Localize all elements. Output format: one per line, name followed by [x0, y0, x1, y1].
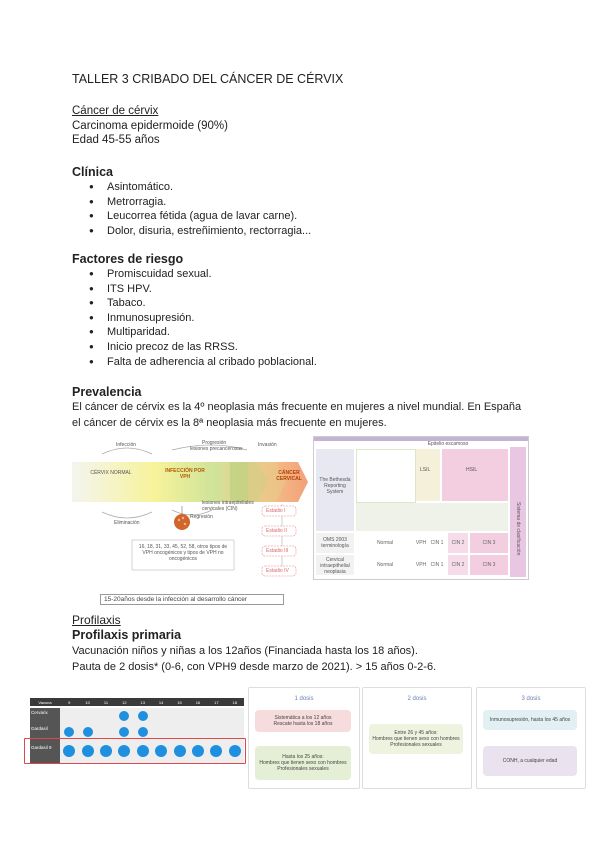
- vaccine-dose-dot: [119, 727, 129, 737]
- hpv-types: 16, 18, 31, 33, 45, 52, 58, otros tipos de VPH oncogénicos y tipos de VPH no oncogénicos: [138, 544, 228, 562]
- profilaxis-line: Vacunación niños y niñas a los 12años (Financiada hasta los 18 años).: [72, 645, 418, 657]
- dose-card-3: [476, 687, 586, 789]
- bethesda-row-label: OMS 2003 terminología: [321, 537, 349, 549]
- dose-box: [369, 724, 463, 754]
- vaccine-row-label: Gardasil 9: [31, 745, 52, 750]
- bethesda-row-label: The Bethesda Reporting System: [319, 477, 351, 495]
- bethesda-sidebar-label: [515, 502, 521, 518]
- profilaxis-section: [72, 613, 436, 675]
- dose-box: [255, 746, 351, 780]
- dose-box-text: Sistemática a los 12 años: [274, 715, 332, 721]
- vaccine-header-cell: 13: [140, 699, 145, 705]
- prevalencia-line: El cáncer de cérvix es la 4º neoplasia más frecuente en mujeres a nivel mundial. En España: [72, 401, 522, 413]
- stadio-label: Estadio II: [266, 528, 287, 534]
- vaccine-table: [30, 698, 244, 766]
- bethesda-cell: VPH: [415, 540, 427, 546]
- prevalencia-line: el cáncer de cérvix es la 8ª neoplasia más frecuente en mujeres.: [72, 417, 387, 429]
- vaccine-header-cell: 14: [158, 699, 164, 705]
- list-item: ● Leucorrea fétida (agua de lavar carne).: [72, 209, 311, 224]
- vaccine-header-cell: 15: [177, 699, 182, 705]
- list-item: ● Falta de adherencia al cribado poblacional.: [72, 355, 317, 370]
- profilaxis-subheading: Profilaxis primaria: [72, 628, 182, 642]
- stage-label: CÉRVIX NORMAL: [90, 470, 132, 476]
- vaccine-dose-dot: [119, 711, 129, 721]
- bethesda-cell: VPH: [415, 562, 427, 568]
- vaccine-dose-dot: [64, 727, 74, 737]
- vaccine-row-label: Gardasil: [31, 726, 48, 731]
- stadio-label: Estadio I: [266, 508, 286, 514]
- dose-card-2: [362, 687, 472, 789]
- label-eliminacion: Eliminación: [114, 520, 140, 526]
- dose-box-text: Hombres que tienen sexo con hombres: [259, 760, 347, 766]
- bethesda-header: Epitelio escamoso: [427, 441, 469, 447]
- bethesda-cell: [416, 449, 440, 501]
- page-title: TALLER 3 CRIBADO DEL CÁNCER DE CÉRVIX: [72, 72, 344, 86]
- list-item: ● Tabaco.: [72, 296, 317, 311]
- profilaxis-line: Pauta de 2 dosis* (0-6, con VPH9 desde marzo de 2021). > 15 años 0-2-6.: [72, 661, 437, 673]
- dose-box-text: Rescate hasta los 18 años: [273, 721, 333, 727]
- list-item: ● ITS HPV.: [72, 282, 317, 297]
- vaccine-dose-dot: [138, 711, 148, 721]
- bethesda-subrow: [356, 503, 508, 531]
- bethesda-cell: CIN 2: [448, 533, 468, 553]
- bethesda-figure: [313, 436, 529, 580]
- label-regresion: Regresión: [190, 514, 213, 520]
- dose-card-title: 2 dosis: [407, 696, 427, 702]
- profilaxis-heading: Profilaxis: [72, 613, 121, 627]
- clinica-section: [72, 165, 311, 238]
- dose-box-text: Profesionales sexuales: [390, 742, 442, 748]
- dose-box: [255, 710, 351, 732]
- dose-card-title: 3 dosis: [521, 696, 541, 702]
- list-item: ● Promiscuidad sexual.: [72, 267, 317, 282]
- highlight-box: [24, 738, 246, 764]
- vaccine-header-cell: Vacuna: [38, 699, 52, 705]
- bethesda-cell: CIN 3: [470, 533, 508, 553]
- bethesda-cell: CIN 1: [430, 540, 444, 546]
- bethesda-cell: CIN 1: [430, 562, 444, 568]
- stage-label: INFECCIÓN POR VPH: [165, 468, 205, 480]
- list-item: ● Dolor, disuria, estreñimiento, rectorragia...: [72, 224, 311, 239]
- list-item: ● Multiparidad.: [72, 325, 317, 340]
- vaccine-header-cell: 11: [103, 699, 109, 705]
- dose-card-title: 1 dosis: [294, 696, 314, 702]
- intro-line: Carcinoma epidermoide (90%): [72, 119, 228, 132]
- dose-box-text: Hombres que tienen sexo con hombres: [372, 736, 460, 742]
- label-progresion: Progresión: [202, 440, 227, 446]
- vaccine-header-cell: 9: [68, 699, 71, 705]
- vaccine-header-cell: 17: [214, 699, 219, 705]
- vaccine-header-cell: 10: [85, 699, 90, 705]
- bethesda-cell: CIN 2: [448, 555, 468, 575]
- label-lesiones: lesiones precancerosas: [190, 446, 243, 452]
- stage-label: CÁNCER CERVICAL: [276, 470, 302, 482]
- bethesda-row-label: Cervical intraepithelial neoplasia: [320, 557, 350, 575]
- dose-box: Inmunosupresión, hasta los 45 años: [483, 710, 577, 730]
- dose-box-text: Hasta los 25 años:: [282, 754, 324, 760]
- bethesda-cell: Normal: [376, 540, 394, 546]
- dose-box-text: Entre 26 y 45 años:: [394, 730, 438, 736]
- factores-heading: Factores de riesgo: [72, 252, 184, 266]
- dose-box-text: Profesionales sexuales: [277, 766, 329, 772]
- clinica-heading: Clínica: [72, 165, 113, 179]
- bethesda-lsil: LSIL: [420, 467, 431, 473]
- label-invasion: Invasión: [258, 442, 277, 448]
- natural-history-figure: [72, 440, 308, 582]
- figure-caption: 15-20años desde la infección al desarrollo cáncer: [100, 594, 284, 605]
- vaccine-row-label: Cervarix: [31, 710, 48, 715]
- list-item: ● Metrorragia.: [72, 195, 311, 210]
- bethesda-cell: CIN 3: [470, 555, 508, 575]
- bethesda-cell: [442, 449, 508, 501]
- dose-card-1: [248, 687, 360, 789]
- vaccine-dose-dot: [83, 727, 93, 737]
- prevalencia-heading: Prevalencia: [72, 385, 142, 399]
- vaccine-dose-dot: [138, 727, 148, 737]
- prevalencia-section: [72, 385, 521, 431]
- list-item: ● Inmunosupresión.: [72, 311, 317, 326]
- dose-box: CONH, a cualquier edad: [483, 746, 577, 776]
- stadio-label: Estadio III: [266, 548, 289, 554]
- bethesda-hsil: HSIL: [466, 467, 478, 473]
- vaccine-header-cell: 12: [122, 699, 127, 705]
- intro-line: Edad 45-55 años: [72, 134, 160, 146]
- label-infeccion: Infección: [116, 442, 137, 448]
- bethesda-cell: Normal: [376, 562, 394, 568]
- stadio-label: Estadio IV: [266, 568, 289, 574]
- bethesda-cell: [356, 449, 416, 503]
- vaccine-header-cell: 18: [232, 699, 237, 705]
- factores-section: [72, 252, 317, 369]
- list-item: ● Asintomático.: [72, 180, 311, 195]
- intro-heading: Cáncer de cérvix: [72, 105, 159, 117]
- intro-section: [72, 104, 228, 148]
- label-cin: lesiones intraepiteliales cervicales (CIN): [202, 500, 254, 512]
- vaccine-header-cell: 16: [195, 699, 201, 705]
- list-item: ● Inicio precoz de las RRSS.: [72, 340, 317, 355]
